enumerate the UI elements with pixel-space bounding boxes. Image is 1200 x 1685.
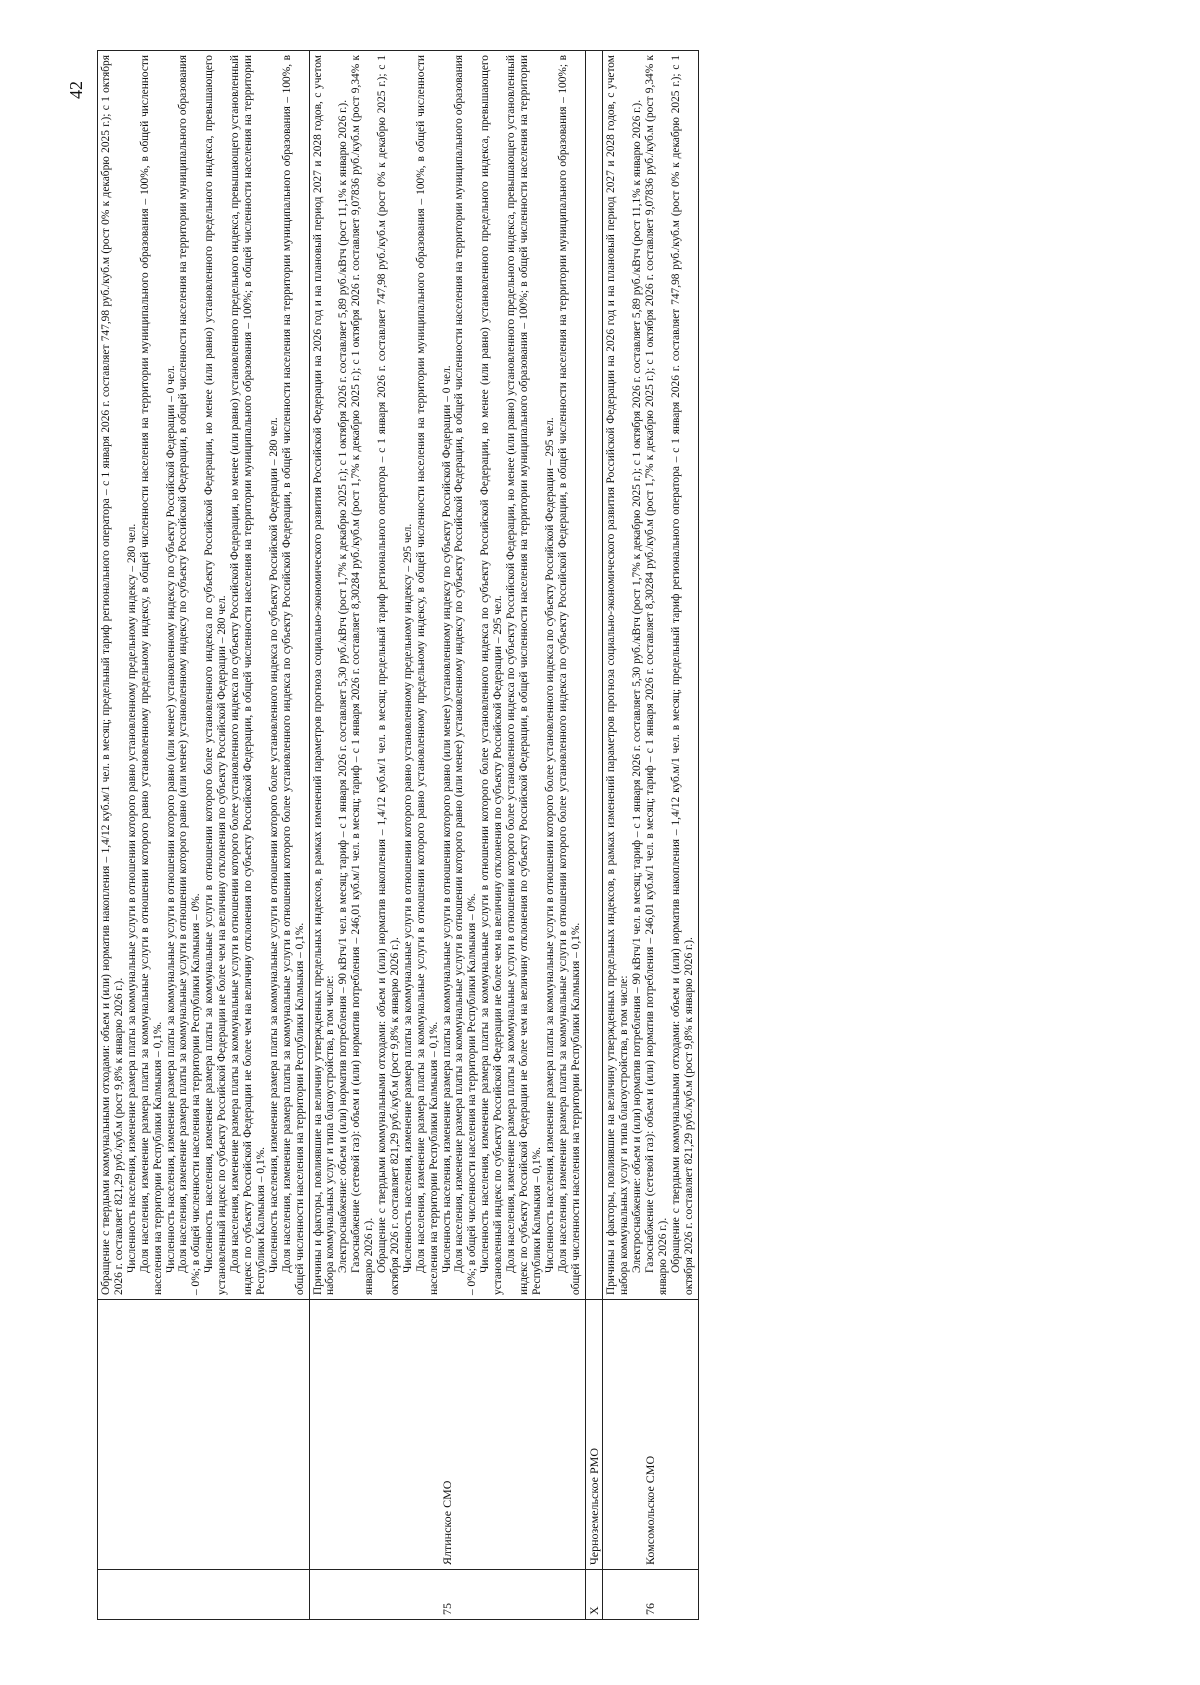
indices-table — [97, 50, 699, 1620]
description-paragraph: Доля населения, изменение размера платы за коммунальные услуги в отношении которого равно (или менее) установленному индексу по субъекту Российской Федерации, в общей численности населения на территории муниципального образования – 0%; в общей численности населения на территории Республики Калмыкия – 0%. — [177, 55, 203, 1295]
row-number: 75 — [309, 1570, 585, 1620]
municipality-name: Комсомольское СМО — [603, 1300, 698, 1570]
description-paragraph: Численность населения, изменение размера платы за коммунальные услуги в отношении которого более установленного индекса по субъекту Российской Федерации, но менее (или равно) установленного предельного индекса, превышающего установленный индекс по субъекту Российской Федерации не более чем на величину отклонения по субъекту Российской Федерации – 295 чел. — [479, 55, 505, 1295]
description-paragraph: Обращение с твердыми коммунальными отходами: объем и (или) норматив накопления – 1,4/12 куб.м/1 чел. в месяц; предельный тариф регионального оператора – с 1 января 2026 г. составляет 747,98 руб./куб.м (рост 0% к декабрю 2025 г.); с 1 октября 2026 г. составляет 821,29 руб./куб.м (рост 9,8% к январю 2026 г.). — [376, 55, 401, 1295]
description-cell — [309, 51, 585, 1300]
table-row — [309, 51, 585, 1620]
table-body — [98, 51, 699, 1620]
description-paragraph: Электроснабжение: объем и (или) норматив потребления – 90 кВтч/1 чел. в месяц; тариф – с 1 января 2026 г. составляет 5,30 руб./кВтч (рост 1,7% к декабрю 2025 г.); с 1 октября 2026 г. составляет 5,89 руб./кВтч (рост 11,1% к январю 2026 г.). — [337, 99, 350, 1273]
description-cell — [603, 51, 698, 1300]
description-paragraph: Электроснабжение: объем и (или) норматив потребления – 90 кВтч/1 чел. в месяц; тариф – с 1 января 2026 г. составляет 5,30 руб./кВтч (рост 1,7% к декабрю 2025 г.); с 1 октября 2026 г. составляет 5,89 руб./кВтч (рост 11,1% к январю 2026 г.). — [631, 99, 644, 1273]
description-paragraph: Доля населения, изменение размера платы за коммунальные услуги в отношении которого равно установленному предельному индексу, в общей численности населения на территории муниципального образования – 100%, в общей численности населения на территории Республики Калмыкия – 0,1%. — [138, 55, 164, 1295]
description-paragraph: Газоснабжение (сетевой газ): объем и (или) норматив потребления – 246,01 куб.м/1 чел. в месяц; тариф – с 1 января 2026 г. составляет 8,30284 руб./куб.м (рост 1,7% к декабрю 2025 г.); с 1 октября 2026 г. составляет 9,07836 руб./куб.м (рост 9,34% к январю 2026 г.). — [644, 55, 670, 1295]
description-paragraph: Доля населения, изменение размера платы за коммунальные услуги в отношении которого равно установленному предельному индексу, в общей численности населения на территории муниципального образования – 100%, в общей численности населения на территории Республики Калмыкия – 0,1%. — [414, 55, 440, 1295]
table-row — [603, 51, 698, 1620]
table-row — [98, 51, 310, 1620]
row-number — [98, 1570, 310, 1620]
row-number: 76 — [603, 1570, 698, 1620]
municipality-name: Ялтинское СМО — [309, 1300, 585, 1570]
description-paragraph: Доля населения, изменение размера платы за коммунальные услуги в отношении которого более установленного индекса по субъекту Российской Федерации, в общей численности населения на территории муниципального образования – 100%; в общей численности населения на территории Республики Калмыкия – 0,1%. — [556, 55, 582, 1295]
description-paragraph: Численность населения, изменение размера платы за коммунальные услуги в отношении которого более установленного индекса по субъекту Российской Федерации – 280 чел. — [267, 417, 280, 1273]
description-paragraph: Обращение с твердыми коммунальными отходами: объем и (или) норматив накопления – 1,4/12 куб.м/1 чел. в месяц; предельный тариф регионального оператора – с 1 января 2026 г. составляет 747,98 руб./куб.м (рост 0% к декабрю 2025 г.); с 1 октября 2026 г. составляет 821,29 руб./куб.м (рост 9,8% к январю 2026 г.). — [669, 55, 695, 1295]
description-paragraph: Обращение с твердыми коммунальными отходами: объем и (или) норматив накопления – 1,4/12 куб.м/1 чел. в месяц; предельный тариф регионального оператора – с 1 января 2026 г. составляет 747,98 руб./куб.м (рост 0% к декабрю 2025 г.); с 1 октября 2026 г. составляет 821,29 руб./куб.м (рост 9,8% к январю 2026 г.). — [100, 55, 125, 1295]
row-number: X — [585, 1570, 603, 1620]
description-paragraph: Численность населения, изменение размера платы за коммунальные услуги в отношении которого равно (или менее) установленному индексу по субъекту Российской Федерации – 0 чел. — [440, 365, 453, 1273]
municipality-name: Черноземельское РМО — [585, 1300, 603, 1570]
description-paragraph: Численность населения, изменение размера платы за коммунальные услуги в отношении которого более установленного индекса по субъекту Российской Федерации – 295 чел. — [543, 417, 556, 1273]
description-paragraph: Газоснабжение (сетевой газ): объем и (или) норматив потребления – 246,01 куб.м/1 чел. в месяц; тариф – с 1 января 2026 г. составляет 8,30284 руб./куб.м (рост 1,7% к декабрю 2025 г.); с 1 октября 2026 г. составляет 9,07836 руб./куб.м (рост 9,34% к январю 2026 г.). — [350, 55, 376, 1295]
description-paragraph: Численность населения, изменение размера платы за коммунальные услуги в отношении которого равно установленному предельному индексу – 280 чел. — [125, 523, 138, 1273]
description-paragraph: Доля населения, изменение размера платы за коммунальные услуги в отношении которого равно (или менее) установленному индексу по субъекту Российской Федерации, в общей численности населения на территории муниципального образования – 0%; в общей численности населения на территории Республики Калмыкия – 0%. — [453, 55, 479, 1295]
table-row — [585, 51, 603, 1620]
description-paragraph: Численность населения, изменение размера платы за коммунальные услуги в отношении которого равно (или менее) установленному индексу по субъекту Российской Федерации – 0 чел. — [164, 365, 177, 1273]
description-paragraph: Численность населения, изменение размера платы за коммунальные услуги в отношении которого более установленного индекса по субъекту Российской Федерации, но менее (или равно) установленного предельного индекса, превышающего установленный индекс по субъекту Российской Федерации не более чем на величину отклонения по субъекту Российской Федерации – 280 чел. — [203, 55, 229, 1295]
description-cell — [585, 51, 603, 1300]
description-cell — [98, 51, 310, 1300]
description-paragraph: Доля населения, изменение размера платы за коммунальные услуги в отношении которого более установленного индекса по субъекту Российской Федерации, но менее (или равно) установленного предельного индекса, превышающего установленный индекс по субъекту Российской Федерации не более чем на величину отклонения по субъекту Российской Федерации, в общей численности населения на территории муниципального образования – 100%; в общей численности населения на территории Республики Калмыкия – 0,1%. — [505, 55, 543, 1295]
description-paragraph: Доля населения, изменение размера платы за коммунальные услуги в отношении которого более установленного индекса по субъекту Российской Федерации, но менее (или равно) установленного предельного индекса, превышающего установленный индекс по субъекту Российской Федерации не более чем на величину отклонения по субъекту Российской Федерации, в общей численности населения на территории муниципального образования – 100%; в общей численности населения на территории Республики Калмыкия – 0,1%. — [229, 55, 267, 1295]
description-paragraph: Причины и факторы, повлиявшие на величину утвержденных предельных индексов, в рамках изменений параметров прогноза социально-экономического развития Российской Федерации на 2026 год и на плановый период 2027 и 2028 годов, с учетом набора коммунальных услуг и типа благоустройства, в том числе: — [605, 55, 631, 1295]
page-number: 42 — [66, 81, 86, 99]
description-paragraph: Численность населения, изменение размера платы за коммунальные услуги в отношении которого равно установленному предельному индексу – 295 чел. — [401, 523, 414, 1273]
municipality-name — [98, 1300, 310, 1570]
rotated-page-content — [65, 50, 1155, 1620]
description-paragraph: Доля населения, изменение размера платы за коммунальные услуги в отношении которого более установленного индекса по субъекту Российской Федерации, в общей численности населения на территории муниципального образования – 100%, в общей численности населения на территории Республики Калмыкия – 0,1%. — [280, 55, 306, 1295]
description-paragraph: Причины и факторы, повлиявшие на величину утвержденных предельных индексов, в рамках изменений параметров прогноза социально-экономического развития Российской Федерации на 2026 год и на плановый период 2027 и 2028 годов, с учетом набора коммунальных услуг и типа благоустройства, в том числе: — [311, 55, 337, 1295]
